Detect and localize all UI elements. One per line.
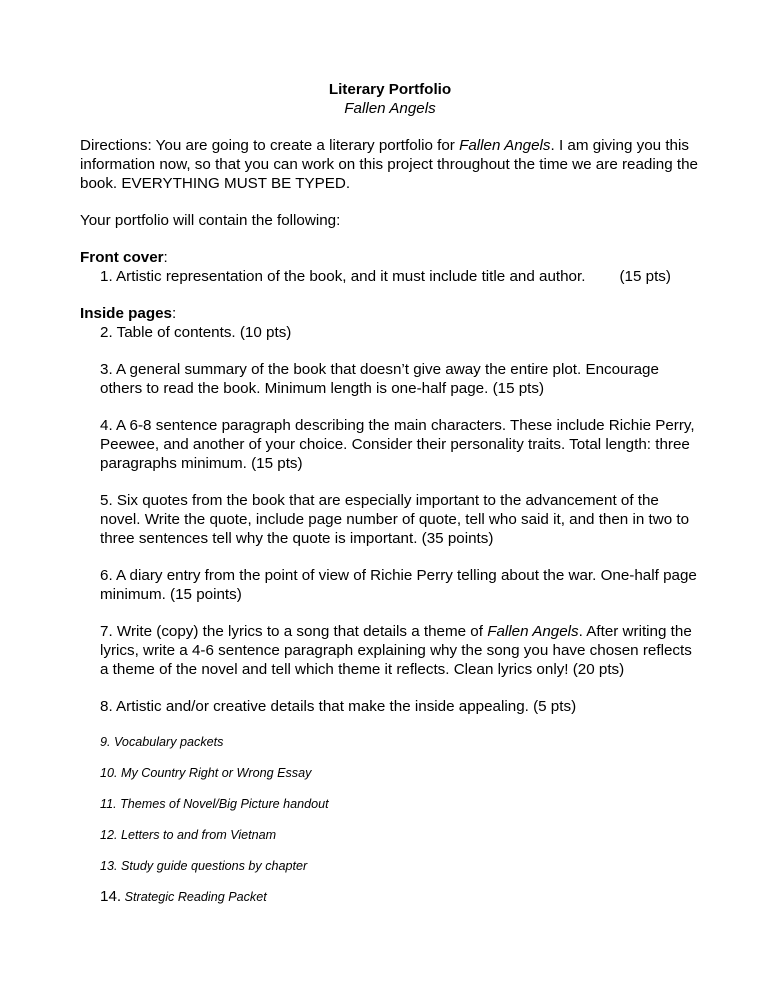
directions-prefix: Directions: You are going to create a literary portfolio for: [80, 137, 460, 154]
inside-item-7: [100, 622, 700, 679]
extra-item-14-text: Strategic Reading Packet: [121, 890, 267, 904]
extras-section: [80, 734, 700, 905]
title-block: [80, 80, 700, 118]
extra-item-14: [100, 889, 700, 905]
front-cover-section: [80, 248, 700, 286]
document-title: Literary Portfolio: [328, 81, 452, 98]
inside-item-7-book-title: Fallen Angels: [487, 623, 579, 640]
inside-item-6: 6. A diary entry from the point of view of Richie Perry telling about the war. One-half page minimum. (15 points): [100, 567, 697, 603]
front-cover-colon: :: [163, 249, 168, 266]
directions-suffix: . I am giving you this information now, so that you can work on this project throughout the time we are reading the book. EVERYTHING MUST BE TYPED.: [80, 137, 698, 192]
inside-item-7-prefix: 7. Write (copy) the lyrics to a song that details a theme of: [100, 623, 488, 640]
inside-pages-heading-line: [80, 304, 700, 323]
inside-item-2: 2. Table of contents. (10 pts): [100, 324, 292, 341]
front-cover-heading-line: [80, 248, 700, 267]
intro-paragraph: Your portfolio will contain the following:: [80, 212, 341, 229]
extra-item-11: 11. Themes of Novel/Big Picture handout: [100, 797, 329, 811]
extra-item-13: 13. Study guide questions by chapter: [100, 859, 308, 873]
inside-pages-heading: Inside pages: [80, 305, 173, 322]
directions-paragraph: [80, 136, 700, 193]
inside-item-3: 3. A general summary of the book that doesn’t give away the entire plot. Encourage others to read the book. Minimum length is one-half page. (15 pts): [100, 361, 659, 397]
front-cover-item-1-points: (15 pts): [619, 268, 671, 285]
inside-item-8: 8. Artistic and/or creative details that make the inside appealing. (5 pts): [100, 698, 577, 715]
inside-pages-section: [80, 304, 700, 716]
extra-item-9: 9. Vocabulary packets: [100, 735, 224, 749]
inside-item-7-suffix: . After writing the lyrics, write a 4-6 sentence paragraph explaining why the song you have chosen reflects a theme of the novel and tell which theme it reflects. Clean lyrics only! (20 pts): [100, 623, 692, 678]
document-page: [80, 80, 700, 920]
front-cover-heading: Front cover: [80, 249, 164, 266]
front-cover-item-1-text: 1. Artistic representation of the book, and it must include title and author.: [100, 268, 586, 285]
extra-item-10: 10. My Country Right or Wrong Essay: [100, 766, 312, 780]
extra-item-12: 12. Letters to and from Vietnam: [100, 828, 277, 842]
inside-item-5: 5. Six quotes from the book that are especially important to the advancement of the novel. Write the quote, include page number of quote, tell who said it, and then in two to three sentences tell why the quote is important. (35 points): [100, 492, 690, 547]
document-subtitle: Fallen Angels: [344, 100, 436, 117]
front-cover-item-1: [100, 267, 700, 286]
inside-pages-colon: :: [172, 305, 177, 322]
directions-book-title: Fallen Angels: [459, 137, 551, 154]
inside-item-4: 4. A 6-8 sentence paragraph describing the main characters. These include Richie Perry, Peewee, and another of your choice. Consider their personality traits. Total length: three paragraphs minimum. (15 pts): [100, 417, 695, 472]
extra-item-14-number: 14.: [100, 888, 122, 905]
